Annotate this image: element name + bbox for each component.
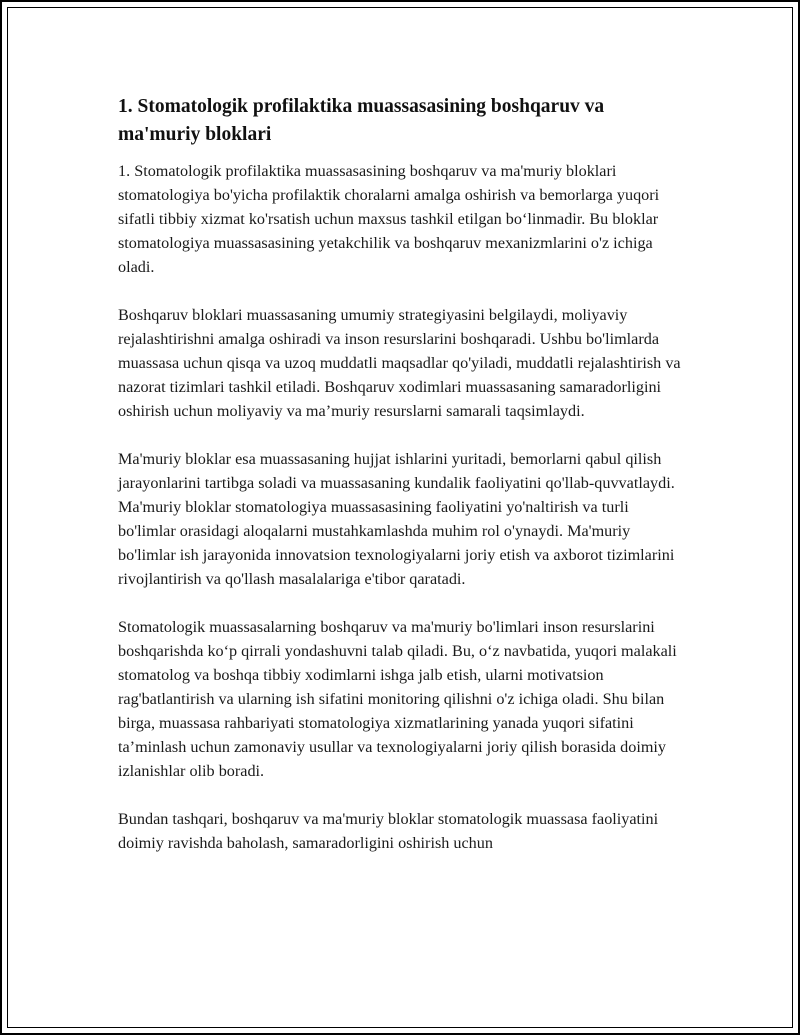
paragraph-3: Ma'muriy bloklar esa muassasaning hujjat ishlarini yuritadi, bemorlarni qabul qilish jarayonlarini tartibga soladi va muassasaning kundalik faoliyatini qo'llab-quvvatlaydi. Ma'muriy bloklar stomatologiya muassasasining faoliyatini yo'naltirish va turli bo'limlar orasidagi aloqalarni mustahkamlashda muhim rol o'ynaydi. Ma'muriy bo'limlar ish jarayonida innovatsion texnologiyalarni joriy etish va axborot tizimlarini rivojlantirish va qo'llash masalalariga e'tibor qaratadi. bbox=[118, 450, 675, 588]
paragraph-5: Bundan tashqari, boshqaruv va ma'muriy bloklar stomatologik muassasa faoliyatini doimiy ravishda baholash, samaradorligini oshirish uchun bbox=[118, 810, 659, 852]
document-title: 1. Stomatologik profilaktika muassasasining boshqaruv va ma'muriy bloklari bbox=[118, 96, 605, 145]
document-body bbox=[118, 93, 690, 879]
paragraph-4: Stomatologik muassasalarning boshqaruv va ma'muriy bo'limlari inson resurslarini boshqarishda ko‘p qirrali yondashuvni talab qiladi. Bu, o‘z navbatida, yuqori malakali stomatolog va boshqa tibbiy xodimlarni ishga jalb etish, ularni motivatsion rag'batlantirish va ularning ish sifatini monitoring qilishni o'z ichiga oladi. Shu bilan birga, muassasa rahbariyati stomatologiya xizmatlarining yanada yuqori sifatini ta’minlash uchun zamonaviy usullar va texnologiyalarni joriy qilish borasida doimiy izlanishlar olib boradi. bbox=[118, 618, 677, 780]
paragraph-2: Boshqaruv bloklari muassasaning umumiy strategiyasini belgilaydi, moliyaviy rejalashtirishni amalga oshiradi va inson resurslarini boshqaradi. Ushbu bo'limlarda muassasa uchun qisqa va uzoq muddatli maqsadlar qo'yiladi, muddatli rejalashtirish va nazorat tizimlari tashkil etiladi. Boshqaruv xodimlari muassasaning samaradorligini oshirish uchun moliyaviy va ma’muriy resurslarni samarali taqsimlaydi. bbox=[118, 306, 681, 420]
paragraph-1: 1. Stomatologik profilaktika muassasasining boshqaruv va ma'muriy bloklari stomatologiya bo'yicha profilaktik choralarni amalga oshirish va bemorlarga yuqori sifatli tibbiy xizmat ko'rsatish uchun maxsus tashkil etilgan bo‘linmadir. Bu bloklar stomatologiya muassasasining yetakchilik va boshqaruv mexanizmlarini o'z ichiga oladi. bbox=[118, 162, 660, 276]
